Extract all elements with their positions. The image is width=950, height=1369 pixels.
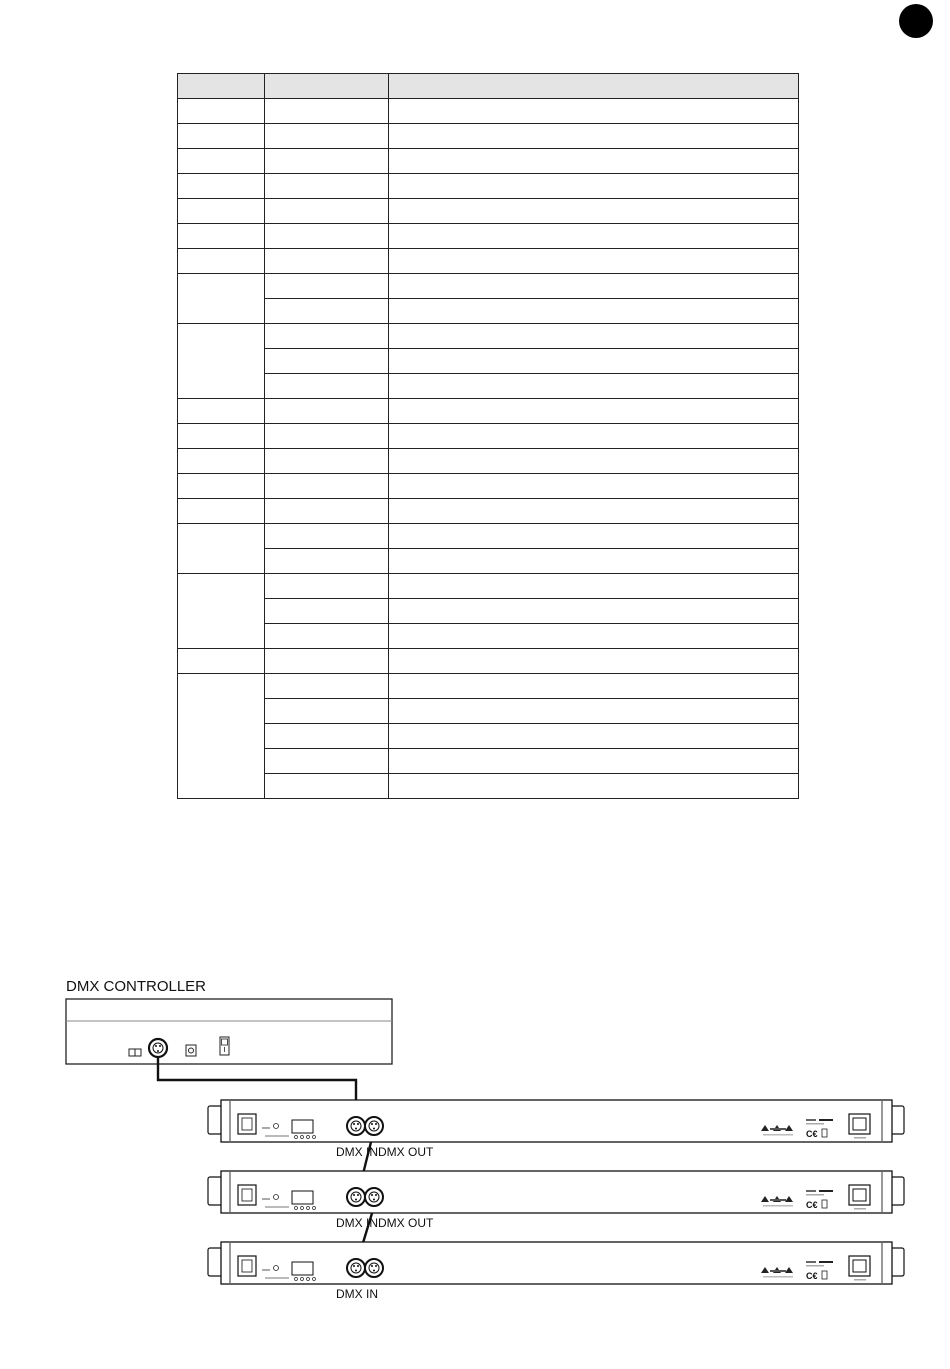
dmx-out-connector-icon: [365, 1259, 383, 1277]
ce-mark-icon: C€: [806, 1200, 818, 1210]
dmx-out-label: DMX OUT: [378, 1145, 434, 1159]
dmx-in-label: DMX IN: [336, 1287, 378, 1301]
fixture-body: [221, 1100, 892, 1142]
dmx-in-label: DMX IN: [336, 1145, 378, 1159]
fixture-1: [208, 1100, 904, 1142]
fixture-3: [208, 1242, 904, 1284]
dmx-in-label: DMX IN: [336, 1216, 378, 1230]
dmx-in-connector-icon: [347, 1117, 365, 1135]
fixture-end-cap-left: [208, 1106, 222, 1134]
fixture-body: [221, 1242, 892, 1284]
dmx-out-label: DMX OUT: [378, 1216, 434, 1230]
fixtures-group: [208, 1100, 904, 1301]
ce-mark-icon: C€: [806, 1271, 818, 1281]
dmx-out-connector-icon: [365, 1117, 383, 1135]
dmx-out-connector-icon: [365, 1188, 383, 1206]
dmx-in-connector-icon: [347, 1259, 365, 1277]
fixture-body: [221, 1171, 892, 1213]
dmx-in-connector-icon: [347, 1188, 365, 1206]
ce-mark-icon: C€: [806, 1129, 818, 1139]
controller-dmx-out-connector-icon: [149, 1039, 167, 1057]
fixture-2: [208, 1171, 904, 1213]
fixture-end-cap-left: [208, 1177, 222, 1205]
fixture-end-cap-left: [208, 1248, 222, 1276]
dmx-controller: [66, 999, 392, 1064]
controller-title: DMX CONTROLLER: [66, 978, 207, 995]
